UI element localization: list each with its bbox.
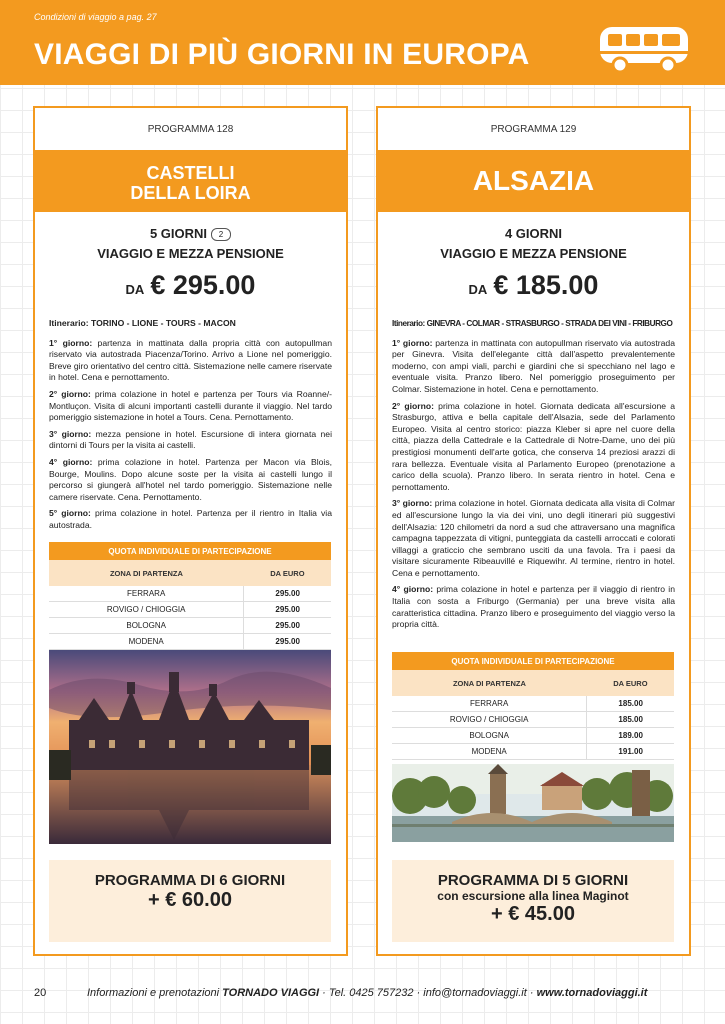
strasbourg-photo xyxy=(392,764,674,842)
price-block xyxy=(378,270,689,301)
extension-box xyxy=(392,860,674,942)
price-table-title: QUOTA INDIVIDUALE DI PARTECIPAZIONE xyxy=(392,652,674,670)
table-row: ROVIGO / CHIOGGIA 185.00 xyxy=(392,712,674,728)
price-table xyxy=(392,652,674,760)
price-prefix: DA xyxy=(125,282,145,297)
board-type: VIAGGIO E MEZZA PENSIONE xyxy=(97,246,284,261)
price-prefix: DA xyxy=(468,282,488,297)
extension-price: + € 45.00 xyxy=(491,903,575,925)
price-value: € 295.00 xyxy=(150,270,256,300)
col-price-header: DA EURO xyxy=(587,670,674,696)
price-block xyxy=(35,270,346,301)
website-link[interactable]: www.tornadoviaggi.it xyxy=(536,987,648,999)
contact-info: Informazioni e prenotazioni TORNADO VIAGGI · Tel. 0425 757232 · info@tornadoviaggi.it · www.tornadoviaggi.it xyxy=(87,987,648,999)
trip-duration: 5 GIORNI xyxy=(149,226,208,241)
table-row: FERRARA 295.00 xyxy=(49,586,331,602)
day-1: 1° giorno: partenza in mattinata con autopullman riservato via autostrada per Ginevra. Visita dell'elegante città dall'aspetto prevalentemente moderno, con ampi viali, parchi e giardini che si specchiano nel lago e eventuale visita. Pranzo libero. Nel pomeriggio proseguimento per Colmar. Sistemazione in hotel. Cena e pernottamento. xyxy=(392,337,675,394)
day-4: 4° giorno: prima colazione in hotel e partenza per il viaggio di rientro in Italia con sosta a Friburgo (Germania) per una breve visita alla caratteristica cittadina. Pranzo libero e proseguimento del viaggio verso la propria città. xyxy=(392,584,675,630)
day-2: 2° giorno: prima colazione in hotel e partenza per Tours via Roanne/-Montluçon. Visita di alcuni importanti castelli durante il viaggio. Nel tardo pomeriggio sistemazione in hotel a Tours. Cena. Pernottamento. xyxy=(49,388,332,423)
extension-price: + € 60.00 xyxy=(148,889,232,911)
bus-icon xyxy=(598,25,690,73)
itinerary-route: Itinerario: TORINO - LIONE - TOURS - MACON xyxy=(49,318,236,328)
board-type: VIAGGIO E MEZZA PENSIONE xyxy=(440,246,627,261)
destination-name: ALSAZIA xyxy=(472,165,595,196)
brand-name: TORNADO VIAGGI xyxy=(222,987,320,999)
trip-summary xyxy=(35,226,346,266)
page-title: VIAGGI DI PIÙ GIORNI IN EUROPA xyxy=(34,38,530,71)
table-row: BOLOGNA 189.00 xyxy=(392,728,674,744)
trip-summary xyxy=(378,226,689,266)
destination-band xyxy=(378,150,689,212)
price-value: € 185.00 xyxy=(493,270,599,300)
chateau-photo xyxy=(49,650,331,844)
extension-subtitle: con escursione alla linea Maginot xyxy=(437,889,629,903)
page-number: 20 xyxy=(34,987,47,999)
itinerary-route: Itinerario: GINEVRA - COLMAR - STRASBURGO - STRADA DEI VINI - FRIBURGO xyxy=(392,319,673,328)
table-row: ROVIGO / CHIOGGIA 295.00 xyxy=(49,602,331,618)
itinerary xyxy=(49,318,332,537)
table-row: FERRARA 185.00 xyxy=(392,696,674,712)
destination-band xyxy=(35,150,346,212)
day-5: 5° giorno: prima colazione in hotel. Partenza per il rientro in Italia via autostrada. xyxy=(49,508,332,530)
destination-name-line1: CASTELLI xyxy=(146,163,235,183)
price-table xyxy=(49,542,331,650)
program-card-loira xyxy=(33,106,348,956)
program-card-alsazia xyxy=(376,106,691,956)
col-price-header: DA EURO xyxy=(244,560,331,586)
page-header xyxy=(0,0,725,85)
conditions-reference: Condizioni di viaggio a pag. 27 xyxy=(34,12,157,22)
itinerary xyxy=(392,318,675,636)
table-row: MODENA 295.00 xyxy=(49,634,331,650)
program-number: PROGRAMMA 128 xyxy=(147,124,234,135)
table-row: MODENA 191.00 xyxy=(392,744,674,760)
day-3: 3° giorno: prima colazione in hotel. Giornata dedicata alla visita di Colmar ed all'escursione lungo la via dei vini, uno degli itinerari più suggestivi dell'Alsazia: 120 chilometri da nord a sud che attraversano una magnifica campagna tappezzata di vitigni, punteggiata da castelli arroccati e colorati villaggi a graticcio che sembrano usciti da una favola. Tra i paesi da visitare sicuramente Ribeauvillé e Riquewihr. Al termine, rientro in hotel. Cena e pernottamento. xyxy=(392,498,675,578)
day-1: 1° giorno: partenza in mattinata dalla propria città con autopullman riservato via autostrada Piacenza/Torino. Arrivo a Lione nel pomeriggio. Breve giro orientativo del centro città. Sistemazione nelle camere riservate in hotel. Cena e pernottamento. xyxy=(49,337,332,383)
coach-badge-icon: 2 xyxy=(211,228,231,241)
program-number: PROGRAMMA 129 xyxy=(490,124,577,135)
col-zone-header: ZONA DI PARTENZA xyxy=(392,670,587,696)
day-4: 4° giorno: prima colazione in hotel. Partenza per Macon via Blois, Bourge, Moulins. Dopo alcune soste per la visita ai castelli lungo il percorso si giungerà all'hotel nel tardo pomeriggio. Sistemazione nelle camere riservate. Cena. Pernottamento. xyxy=(49,456,333,502)
day-2: 2° giorno: prima colazione in hotel. Giornata dedicata all'escursione a Strasburgo, attiva e bella capitale dell'Alsazia, sede del Parlamento Europeo. Visita al centro storico: piazza Kleber si apre nel cuore della città, piazza della Cattedrale e la Cattedrale di Notre-Dame, uno dei più prestigiosi monumenti dell'arte gotica, che conserva 14 preziosi arazzi di rara bellezza. Eventuale visita al Parlamento Europeo (prenotazione a carico della scuola). Pranzo libero. In serata rientro in hotel. Cena e pernottamento. xyxy=(392,400,676,492)
extension-title: PROGRAMMA DI 5 GIORNI xyxy=(437,872,629,889)
extension-box xyxy=(49,860,331,942)
table-row: BOLOGNA 295.00 xyxy=(49,618,331,634)
trip-duration: 4 GIORNI xyxy=(504,226,563,241)
extension-title: PROGRAMMA DI 6 GIORNI xyxy=(94,872,286,889)
destination-name-line2: DELLA LOIRA xyxy=(130,183,251,203)
price-table-title: QUOTA INDIVIDUALE DI PARTECIPAZIONE xyxy=(49,542,331,560)
col-zone-header: ZONA DI PARTENZA xyxy=(49,560,244,586)
day-3: 3° giorno: mezza pensione in hotel. Escursione di intera giornata nei dintorni di Tours per la visita ai castelli. xyxy=(49,428,332,451)
